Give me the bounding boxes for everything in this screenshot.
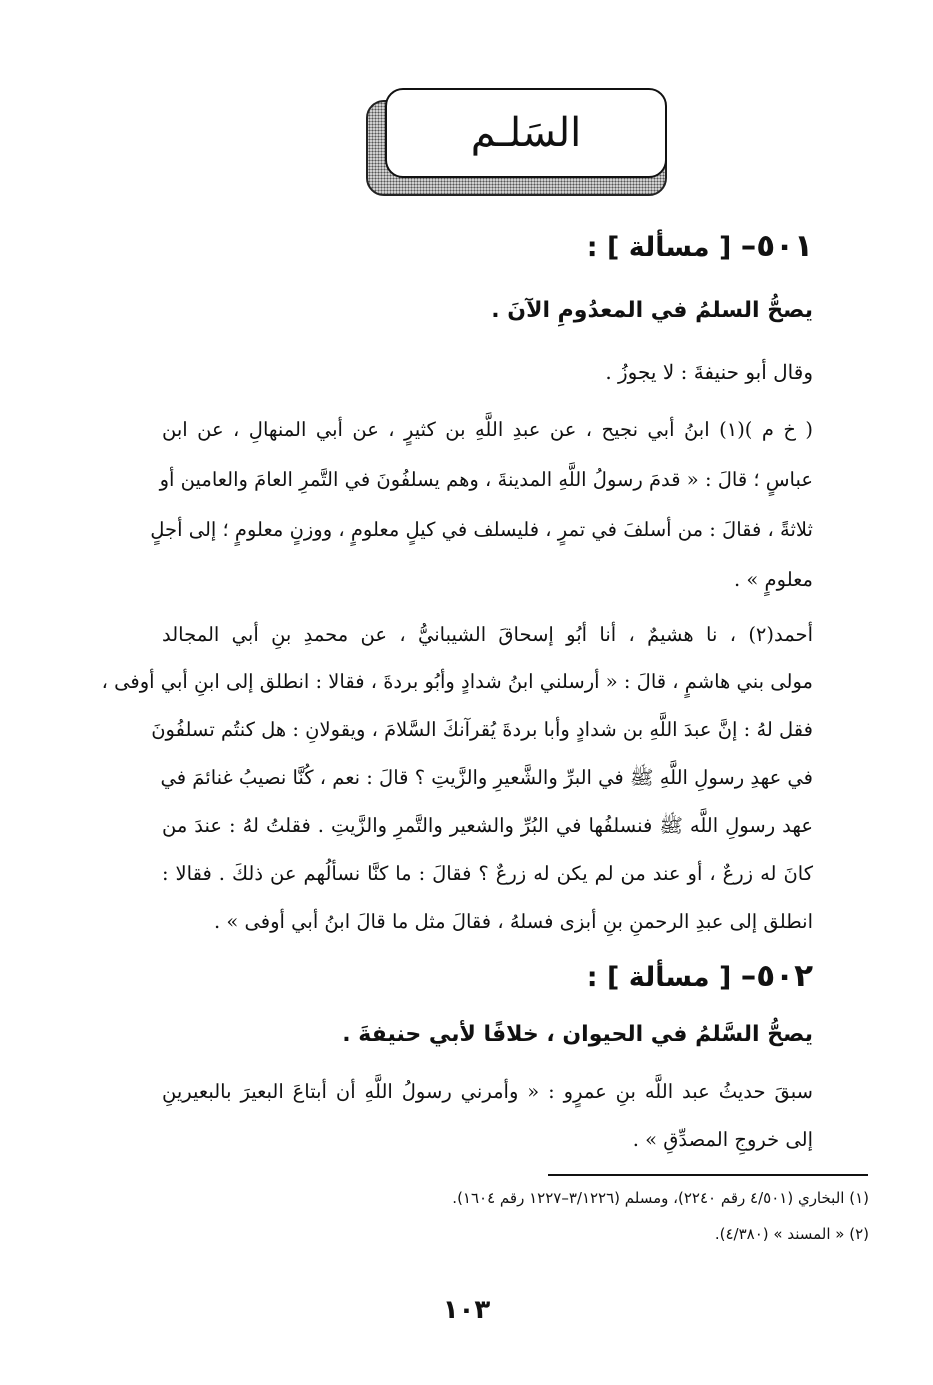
hadith-line: مولى بني هاشمٍ ، قالَ : « أرسلني ابنُ شدادٍ وأبُو بردةَ ، فقالا : انطلق إلى ابنِ أبي أوفى ، bbox=[101, 670, 813, 693]
issue-heading bbox=[587, 228, 813, 264]
hadith-line: ( خ م )(١) ابنُ أبي نجيح ، عن عبدِ اللَّهِ بن كثيرٍ ، عن أبي المنهالِ ، عن ابن bbox=[162, 418, 813, 441]
hadith-line: انطلق إلى عبدِ الرحمنِ بنِ أبزى فسلهُ ، فقالَ مثل ما قالَ ابنُ أبي أوفى » . bbox=[214, 910, 813, 933]
issue-number: ٥٠٢– bbox=[740, 958, 813, 994]
chapter-title: السَلـم bbox=[470, 110, 582, 156]
issue-heading bbox=[587, 958, 813, 994]
issue-number: ٥٠١– bbox=[740, 228, 813, 264]
hadith-line: ثلاثةً ، فقالَ : من أسلفَ في تمرٍ ، فليسلف في كيلٍ معلومٍ ، ووزنٍ معلومٍ ؛ إلى أجلٍ bbox=[150, 518, 813, 541]
title-box bbox=[385, 88, 667, 178]
hadith-line: في عهدِ رسولِ اللَّهِ ﷺ في البرِّ والشَّعيرِ والزَّيتِ ؟ قالَ : نعم ، كُنَّا نصيبُ غنائمَ في bbox=[160, 766, 813, 789]
text-line: سبقَ حديثُ عبد اللَّه بنِ عمرٍو : « وأمرني رسولُ اللَّهِ أن أبتاعَ البعيرَ بالبعيرينِ bbox=[162, 1080, 813, 1103]
issue-ruling: يصحُّ السلمُ في المعدُومِ الآنَ . bbox=[491, 298, 813, 323]
page-number: ١٠٣ bbox=[442, 1295, 491, 1325]
issue-label: [ مسألة ] : bbox=[586, 232, 732, 263]
hadith-line: أحمد(٢) ، نا هشيمٌ ، أنا أبُو إسحاقَ الشيبانيُّ ، عن محمدِ بنِ أبي المجالد bbox=[162, 623, 813, 646]
hadith-line: معلومٍ » . bbox=[734, 568, 813, 591]
issue-label: [ مسألة ] : bbox=[586, 962, 732, 993]
footnote-separator bbox=[548, 1174, 868, 1176]
hadith-line: عباسٍ ؛ قالَ : « قدمَ رسولُ اللَّهِ المدينةَ ، وهم يسلفُونَ في التَّمرِ العامَ والعامين أو bbox=[159, 468, 813, 491]
footnote: (١) البخاري (٤/٥٠١ رقم ٢٢٤٠)، ومسلم (٣/١٢٢٦–١٢٢٧ رقم ١٦٠٤). bbox=[452, 1189, 869, 1207]
text-line: إلى خروجِ المصدِّقِ » . bbox=[632, 1128, 813, 1151]
opinion-line: وقال أبو حنيفةَ : لا يجوزُ . bbox=[605, 360, 813, 384]
hadith-line: كانَ له زرعٌ ، أو عند من لم يكن له زرعٌ ؟ فقالَ : ما كنَّا نسألُهم عن ذلكَ . فقالا : bbox=[162, 862, 813, 885]
hadith-line: عهد رسولِ اللَّه ﷺ فنسلفُها في البُرِّ والشعير والتَّمرِ والزَّيتِ . فقلتُ لهُ : عندَ من bbox=[162, 814, 813, 837]
hadith-line: فقل لهُ : إنَّ عبدَ اللَّهِ بن شدادٍ وأبا بردةَ يُقرآنكَ السَّلامَ ، ويقولانِ : هل كنتُم تسلفُونَ bbox=[151, 718, 813, 741]
issue-ruling: يصحُّ السَّلمُ في الحيوان ، خلافًا لأبي حنيفةَ . bbox=[342, 1022, 813, 1047]
footnote: (٢) « المسند » (٤/٣٨٠). bbox=[714, 1225, 869, 1243]
